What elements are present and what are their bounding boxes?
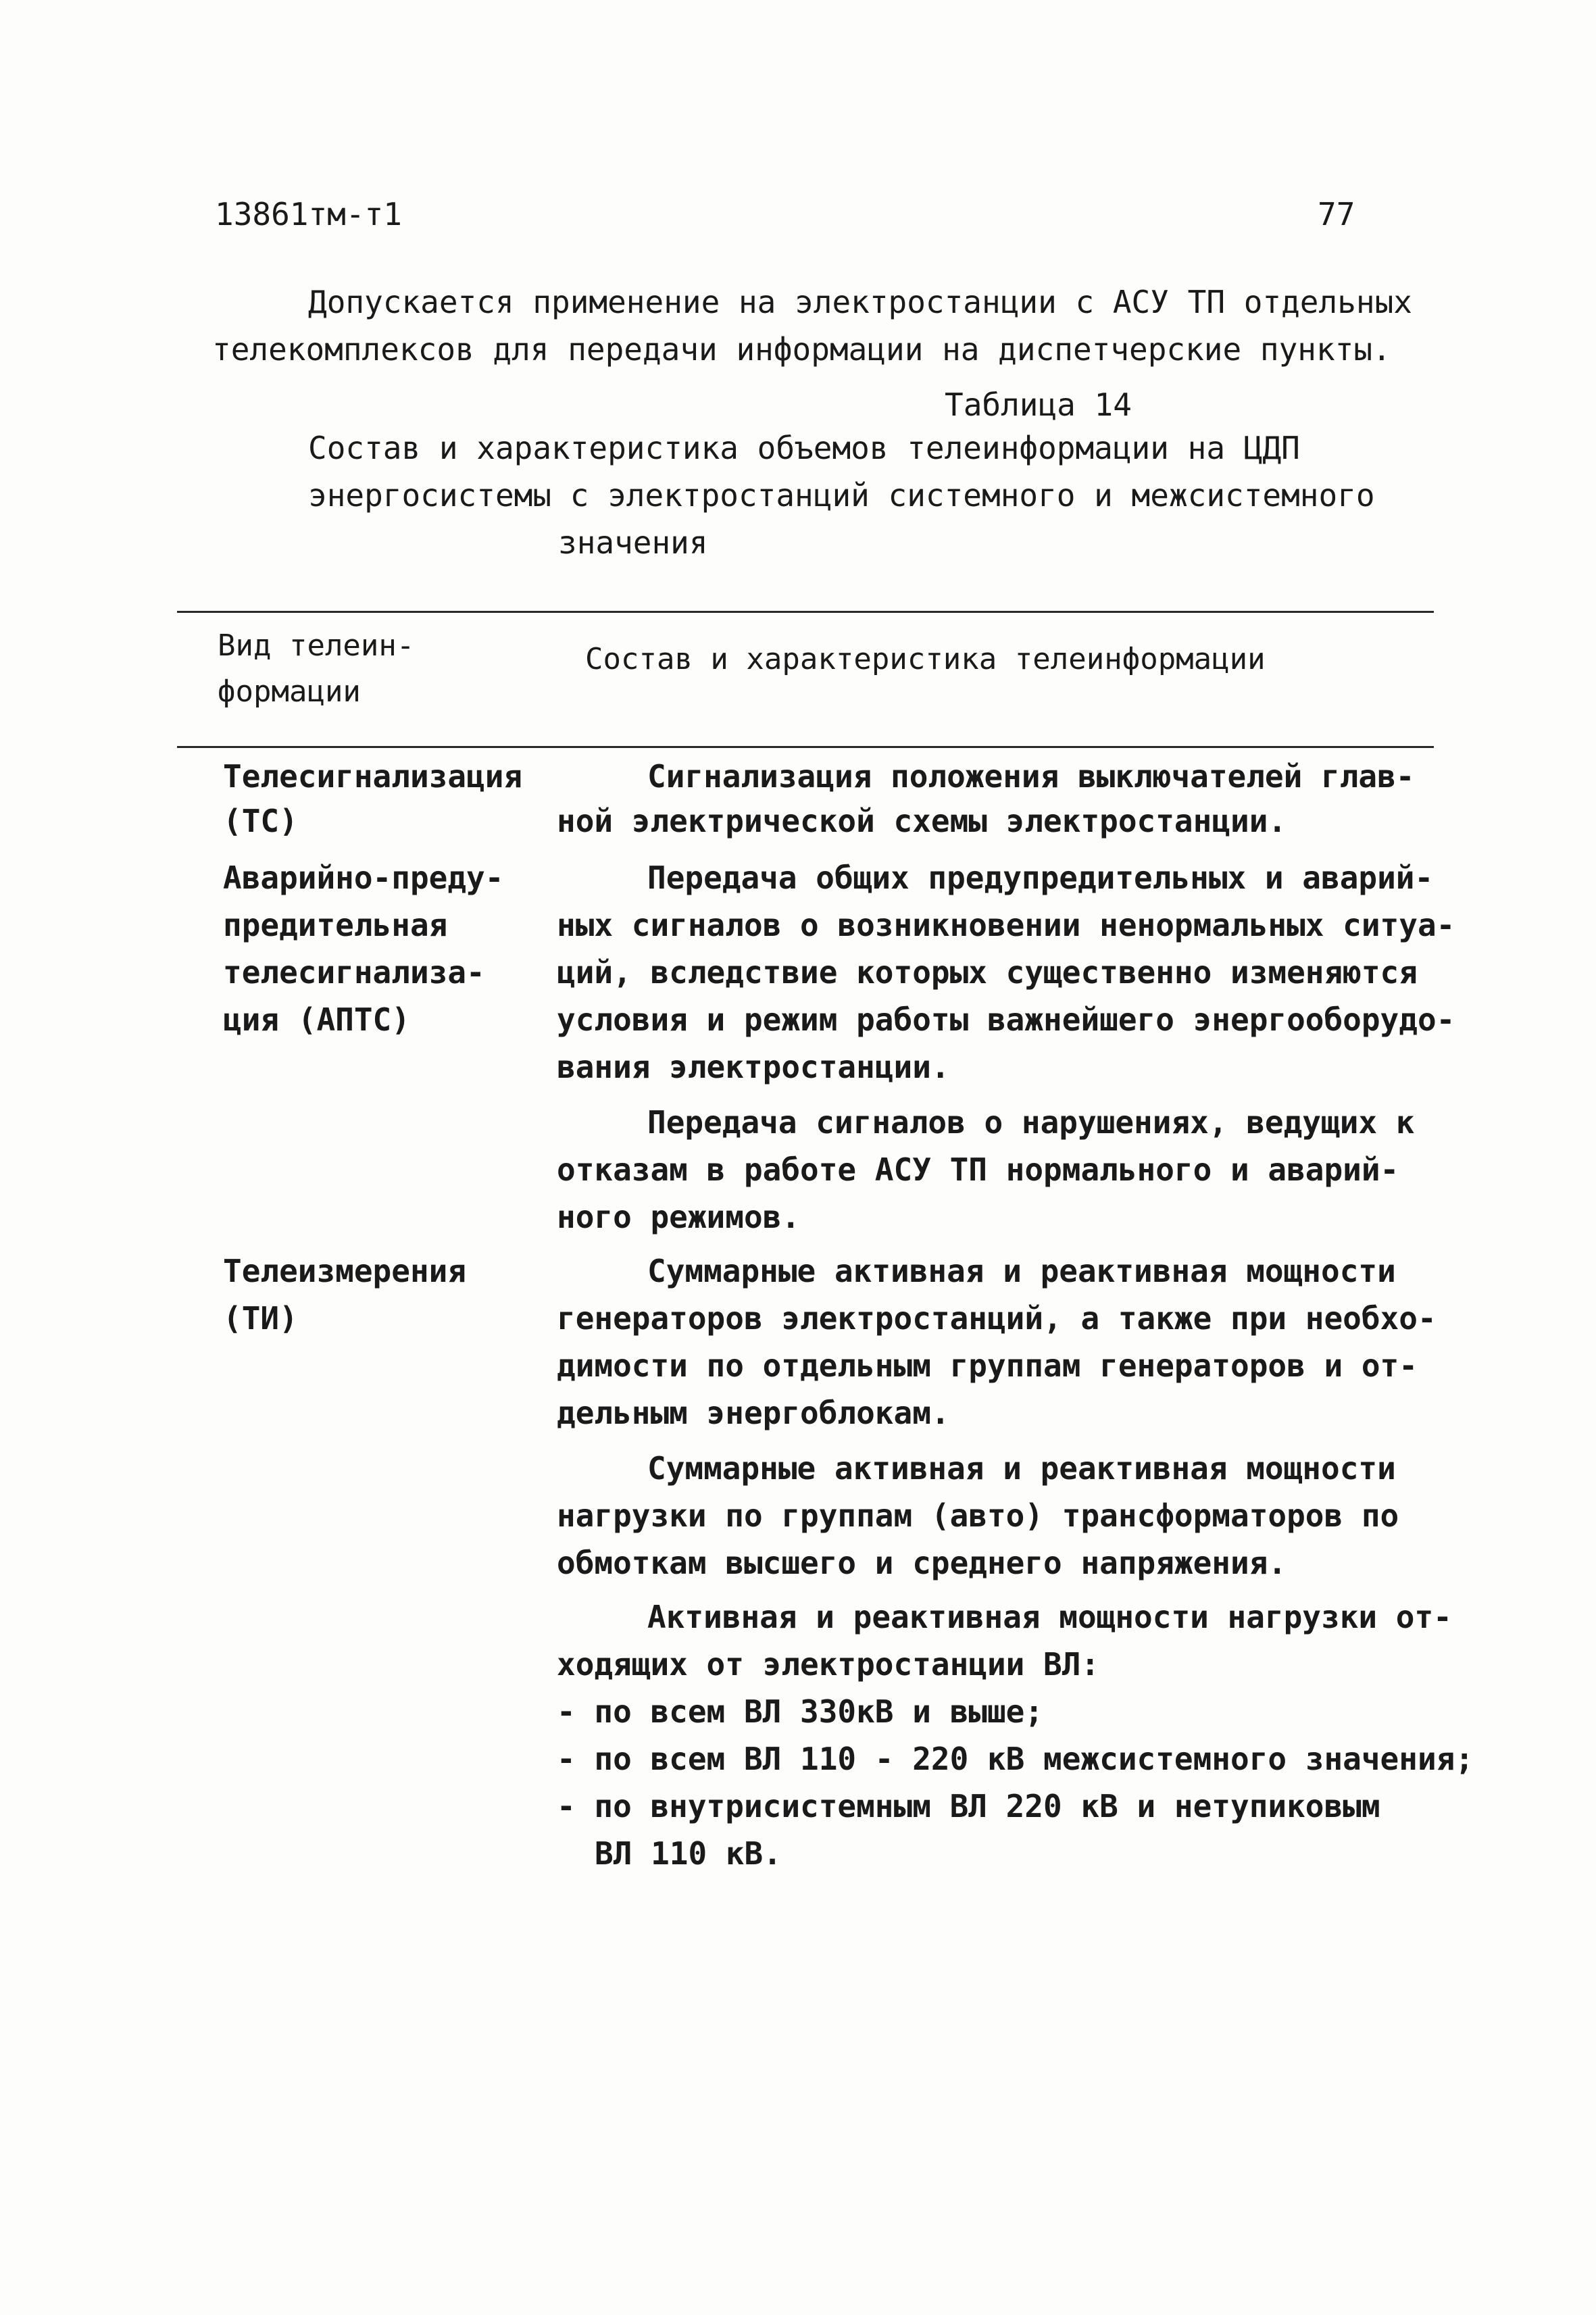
row-type-line: (ТС) xyxy=(223,803,298,839)
table-caption-line-3: значения xyxy=(558,524,708,561)
row-desc-line: нагрузки по группам (авто) трансформаторов по xyxy=(557,1497,1399,1534)
table-caption-line-1: Состав и характеристика объемов телеинформации на ЦДП xyxy=(308,430,1300,466)
table-caption-line-2: энергосистемы с электростанций системного и межсистемного xyxy=(308,477,1375,514)
row-desc-line: димости по отдельным группам генераторов и от- xyxy=(557,1347,1418,1384)
row-desc-line: отказам в работе АСУ ТП нормального и аварий- xyxy=(557,1151,1399,1188)
row-desc-line: ходящих от электростанции ВЛ: xyxy=(557,1646,1100,1683)
column-header-type-line-2: формации xyxy=(218,674,361,709)
row-desc-line: обмоткам высшего и среднего напряжения. xyxy=(557,1545,1287,1581)
table-number: Таблица 14 xyxy=(945,387,1132,423)
row-type-line: телесигнализа- xyxy=(223,954,485,991)
row-desc-line: условия и режим работы важнейшего энергооборудо- xyxy=(557,1001,1455,1038)
row-desc-line: Суммарные активная и реактивная мощности xyxy=(647,1450,1396,1487)
row-desc-line: ного режимов. xyxy=(557,1199,801,1235)
row-desc-line: дельным энергоблокам. xyxy=(557,1395,950,1431)
page-number: 77 xyxy=(1318,196,1355,232)
row-desc-line: - по внутрисистемным ВЛ 220 кВ и нетупиковым xyxy=(557,1788,1380,1824)
row-desc-line: Передача сигналов о нарушениях, ведущих к xyxy=(647,1104,1415,1141)
row-desc-line: Суммарные активная и реактивная мощности xyxy=(647,1253,1396,1289)
row-type-line: предительная xyxy=(223,907,448,943)
column-header-type-line-1: Вид телеин- xyxy=(218,628,415,663)
document-code: 13861тм-т1 xyxy=(215,196,402,232)
row-type-line: ция (АПТС) xyxy=(223,1001,410,1038)
row-desc-line: генераторов электростанций, а также при необхо- xyxy=(557,1300,1437,1337)
row-desc-line: Передача общих предупредительных и аварий- xyxy=(647,860,1434,896)
row-desc-line: - по всем ВЛ 110 - 220 кВ межсистемного значения; xyxy=(557,1741,1474,1777)
row-desc-line: ных сигналов о возникновении ненормальных ситуа- xyxy=(557,907,1455,943)
row-desc-line: Активная и реактивная мощности нагрузки от- xyxy=(647,1599,1452,1635)
row-type-line: Телеизмерения xyxy=(223,1253,467,1289)
row-desc-line: ВЛ 110 кВ. xyxy=(595,1835,782,1872)
table-top-rule xyxy=(177,611,1434,613)
row-desc-line: Сигнализация положения выключателей глав- xyxy=(647,758,1415,795)
column-header-description: Состав и характеристика телеинформации xyxy=(585,642,1266,676)
row-desc-line: ной электрической схемы электростанции. xyxy=(557,803,1287,839)
row-type-line: Телесигнализация xyxy=(223,758,523,795)
row-desc-line: - по всем ВЛ 330кВ и выше; xyxy=(557,1693,1044,1730)
table-header-rule xyxy=(177,746,1434,748)
intro-line-1: Допускается применение на электростанции с АСУ ТП отдельных xyxy=(308,284,1412,320)
row-desc-line: вания электростанции. xyxy=(557,1049,950,1085)
row-type-line: (ТИ) xyxy=(223,1300,298,1337)
row-desc-line: ций, вследствие которых существенно изменяются xyxy=(557,954,1418,991)
intro-line-2: телекомплексов для передачи информации на диспетчерские пункты. xyxy=(212,331,1391,368)
row-type-line: Аварийно-преду- xyxy=(223,860,504,896)
